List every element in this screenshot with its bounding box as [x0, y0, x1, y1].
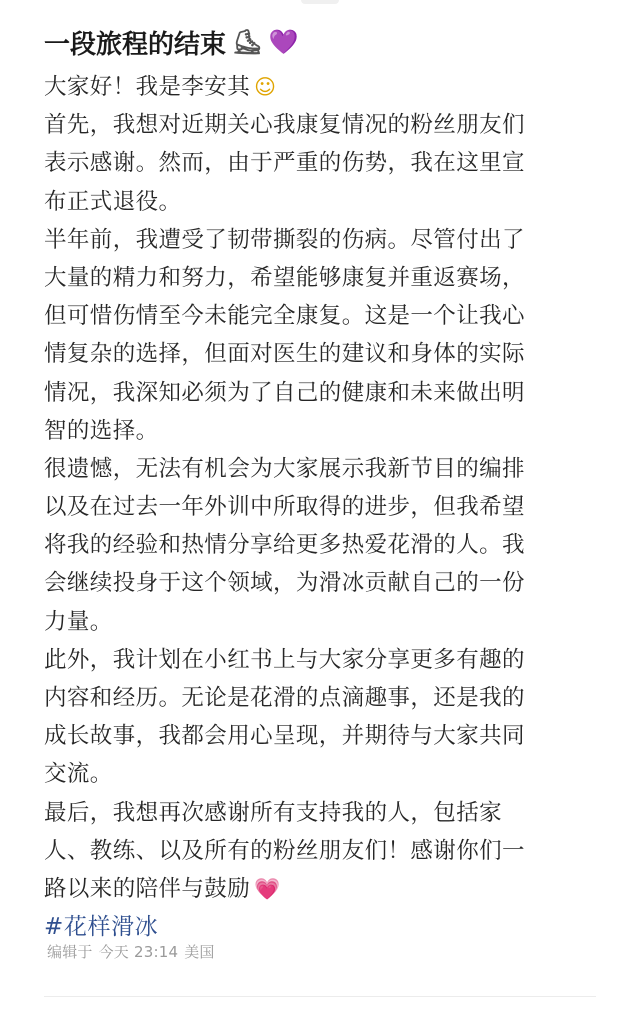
top-edge — [0, 0, 640, 8]
pink-heart-icon: 💗 — [254, 876, 281, 901]
smile-icon: ☺ — [254, 75, 277, 99]
post-line — [44, 641, 604, 679]
post-line-text: 最后，我想再次感谢所有支持我的人，包括家 — [44, 799, 503, 826]
post-line-text: 情复杂的选择，但面对医生的建议和身体的实际 — [44, 341, 525, 368]
post-line-text: 大量的精力和努力，希望能够康复并重返赛场， — [44, 264, 525, 291]
post-line — [44, 106, 604, 144]
divider — [44, 996, 596, 997]
edited-time: 今天 23:14 — [98, 943, 179, 961]
purple-heart-icon: 💜 — [268, 28, 299, 56]
post-line — [44, 832, 604, 870]
post-line — [44, 297, 604, 335]
post-line-text: 布正式退役。 — [44, 188, 182, 215]
hashtag-link[interactable]: #花样滑冰 — [44, 914, 159, 941]
post-line — [44, 221, 604, 259]
post-line-text: 交流。 — [44, 761, 113, 788]
post-line — [44, 68, 604, 106]
post-line — [44, 526, 604, 564]
ice-skate-icon: ⛸ — [232, 28, 263, 56]
post-title — [44, 20, 298, 64]
post-line-text: 内容和经历。无论是花滑的点滴趣事，还是我的 — [44, 685, 525, 711]
post-line-text: 路以来的陪伴与鼓励 — [44, 875, 251, 902]
post-line-text: 很遗憾，无法有机会为大家展示我新节目的编排 — [44, 455, 525, 482]
post-line — [44, 374, 604, 412]
post-line — [44, 564, 604, 602]
post-line — [44, 870, 604, 908]
top-handle — [301, 0, 339, 4]
post-body — [44, 68, 604, 946]
post-line-text: 表示感谢。然而，由于严重的伤势，我在这里宣 — [44, 150, 525, 177]
post-line — [44, 335, 604, 373]
post-line-text: 会继续投身于这个领域，为滑冰贡献自己的一份 — [44, 570, 525, 597]
post-location: 美国 — [184, 943, 215, 961]
post-line-text: 情况，我深知必须为了自己的健康和未来做出明 — [44, 379, 525, 406]
post-line-text: 大家好！我是李安其 — [44, 74, 251, 100]
post-line-text: 智的选择。 — [44, 417, 159, 444]
post-line — [44, 412, 604, 450]
post-line — [44, 755, 604, 793]
post-line-text: 力量。 — [44, 608, 113, 635]
post-line — [44, 679, 604, 717]
post-title-text: 一段旅程的结束 — [44, 29, 227, 60]
post-line — [44, 450, 604, 488]
edited-label: 编辑于 — [47, 943, 93, 961]
post-line — [44, 794, 604, 832]
post-line — [44, 603, 604, 641]
post-line — [44, 259, 604, 297]
post-line-text: 首先，我想对近期关心我康复情况的粉丝朋友们 — [44, 112, 525, 139]
post-line-text: 人、教练、以及所有的粉丝朋友们！感谢你们一 — [44, 837, 525, 864]
post-line-text: 此外，我计划在小红书上与大家分享更多有趣的 — [44, 646, 525, 673]
post-line-text: 将我的经验和热情分享给更多热爱花滑的人。我 — [44, 532, 525, 559]
post-line-text: 成长故事，我都会用心呈现，并期待与大家共同 — [44, 723, 525, 750]
post-line-text: 半年前，我遭受了韧带撕裂的伤病。尽管付出了 — [44, 226, 525, 253]
post-line — [44, 144, 604, 182]
post-line — [44, 488, 604, 526]
post-line — [44, 183, 604, 221]
post-line — [44, 717, 604, 755]
post-meta — [47, 941, 215, 962]
post-line-text: 以及在过去一年外训中所取得的进步，但我希望 — [44, 494, 525, 521]
post-line-text: 但可惜伤情至今未能完全康复。这是一个让我心 — [44, 303, 525, 330]
